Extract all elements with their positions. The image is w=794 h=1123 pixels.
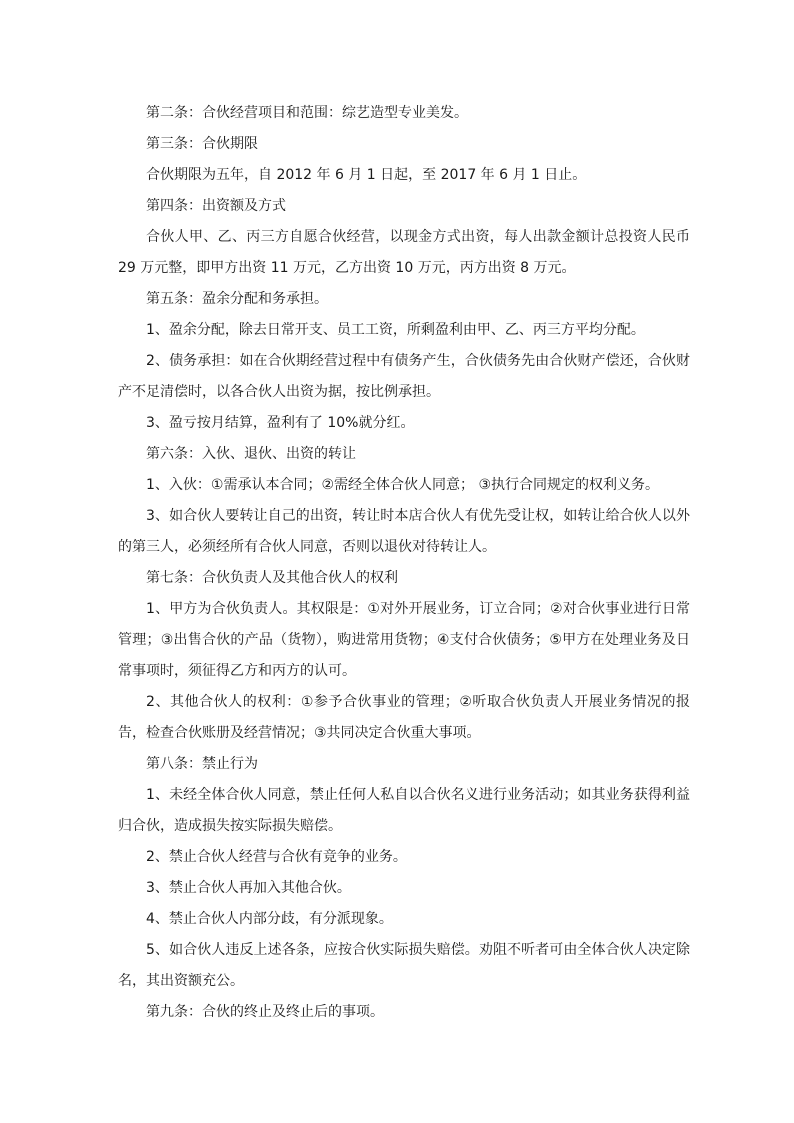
article-5-item-1: 1、盈余分配，除去日常开支、员工工资，所剩盈利由甲、乙、丙三方平均分配。	[146, 322, 645, 338]
article-2-scope: 第二条：合伙经营项目和范围：综艺造型专业美发。	[146, 105, 468, 121]
article-3-heading: 第三条：合伙期限	[146, 136, 258, 152]
article-8-item-4: 4、禁止合伙人内部分歧，有分派现象。	[146, 911, 393, 927]
article-5-item-2: 2、债务承担：如在合伙期经营过程中有债务产生，合伙债务先由合伙财产偿还，合伙财产不足清偿时，以各合伙人出资为据，按比例承担。	[118, 353, 690, 400]
article-6-heading: 第六条：入伙、退伙、出资的转让	[146, 446, 356, 462]
article-4-contribution: 合伙人甲、乙、丙三方自愿合伙经营，以现金方式出资，每人出款金额计总投资人民币 29 万元整，即甲方出资 11 万元，乙方出资 10 万元，丙方出资 8 万元。	[118, 229, 690, 276]
article-8-heading: 第八条：禁止行为	[146, 756, 258, 772]
document-page	[118, 98, 690, 1028]
article-8-item-1: 1、未经全体合伙人同意，禁止任何人私自以合伙名义进行业务活动；如其业务获得利益归合伙，造成损失按实际损失赔偿。	[118, 787, 690, 834]
article-3-term: 合伙期限为五年，自 2012 年 6 月 1 日起，至 2017 年 6 月 1 日止。	[146, 167, 587, 183]
article-4-heading: 第四条：出资额及方式	[146, 198, 286, 214]
article-6-item-3: 3、如合伙人要转让自己的出资，转让时本店合伙人有优先受让权，如转让给合伙人以外的第三人，必须经所有合伙人同意，否则以退伙对待转让人。	[118, 508, 690, 555]
article-6-item-1: 1、入伙：①需承认本合同；②需经全体合伙人同意； ③执行合同规定的权利义务。	[146, 477, 660, 493]
article-7-heading: 第七条：合伙负责人及其他合伙人的权利	[146, 570, 398, 586]
article-5-heading: 第五条：盈余分配和务承担。	[146, 291, 328, 307]
article-8-item-2: 2、禁止合伙人经营与合伙有竞争的业务。	[146, 849, 407, 865]
article-7-item-1: 1、甲方为合伙负责人。其权限是：①对外开展业务，订立合同；②对合伙事业进行日常管理；③出售合伙的产品（货物），购进常用货物；④支付合伙债务；⑤甲方在处理业务及日常事项时，须征得乙方和丙方的认可。	[118, 601, 690, 679]
article-7-item-2: 2、其他合伙人的权利：①参予合伙事业的管理；②听取合伙负责人开展业务情况的报告，检查合伙账册及经营情况；③共同决定合伙重大事项。	[118, 694, 690, 741]
article-9-heading: 第九条：合伙的终止及终止后的事项。	[146, 1004, 384, 1020]
article-8-item-3: 3、禁止合伙人再加入其他合伙。	[146, 880, 351, 896]
article-5-item-3: 3、盈亏按月结算，盈利有了 10%就分红。	[146, 415, 415, 431]
article-8-item-5: 5、如合伙人违反上述各条，应按合伙实际损失赔偿。劝阻不听者可由全体合伙人决定除名，其出资额充公。	[118, 942, 690, 989]
